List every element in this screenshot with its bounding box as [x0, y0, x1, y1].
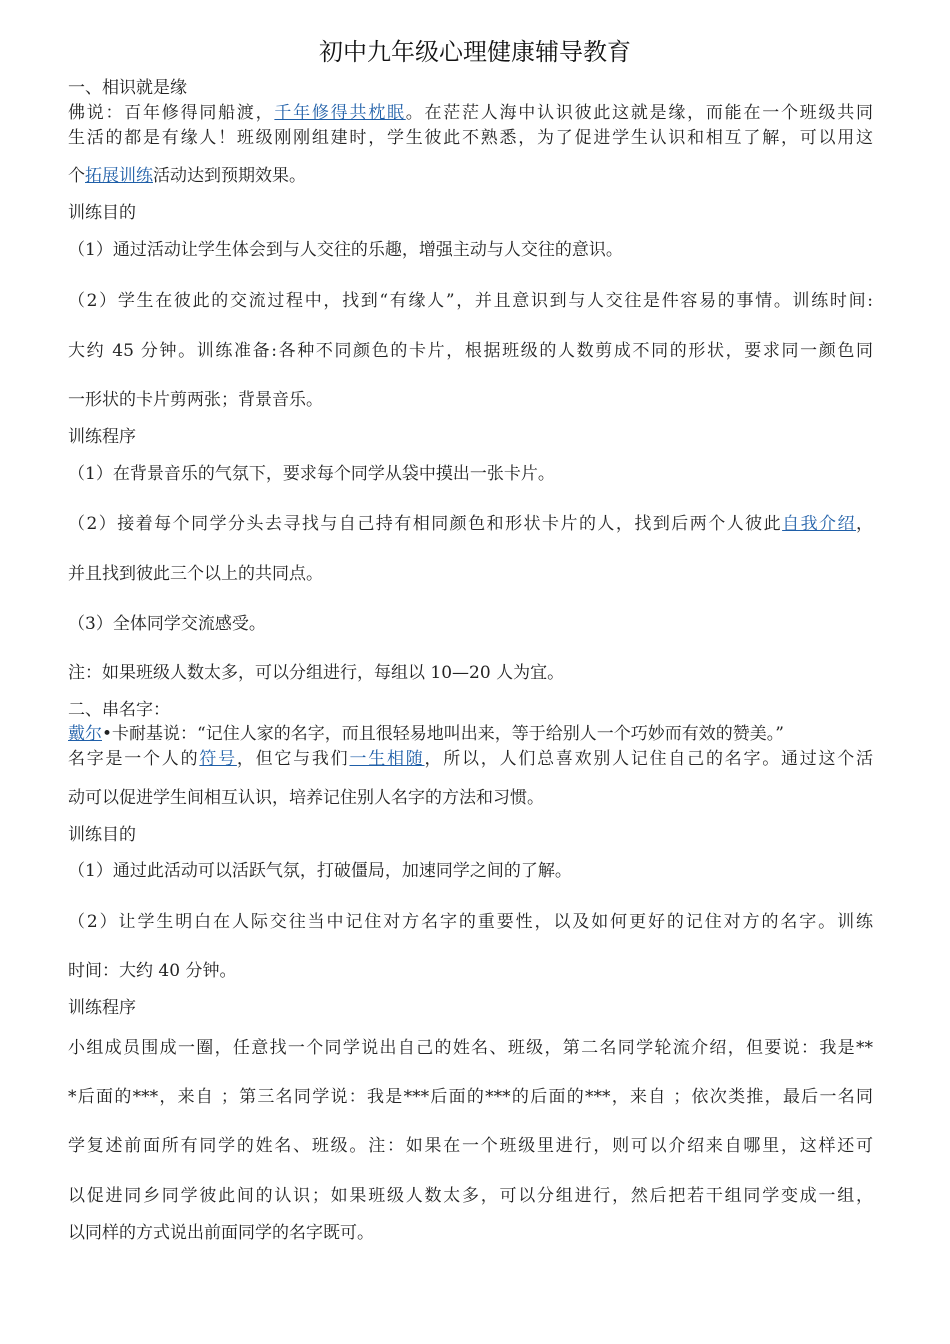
link-ziwo-jieshao[interactable]: 自我介绍: [782, 514, 856, 534]
section2-quote-line: 戴尔•卡耐基说：“记住人家的名字，而且很轻易地叫出来，等于给别人一个巧妙而有效的赞美。”: [68, 724, 784, 744]
link-daier[interactable]: 戴尔: [68, 724, 102, 744]
section2-heading: 二、串名字：: [68, 700, 170, 720]
section1-goal-heading: 训练目的: [68, 203, 136, 223]
section2-procedure-heading: 训练程序: [68, 998, 136, 1018]
section1-paragraph-line1: 佛说：百年修得同船渡，千年修得共枕眠。在茫茫人海中认识彼此这就是缘，而能在一个班级共同: [68, 103, 874, 123]
section1-paragraph-line3: 个拓展训练活动达到预期效果。: [68, 166, 306, 186]
section1-procedure-2-line2: 并且找到彼此三个以上的共同点。: [68, 564, 323, 584]
section1-goal-2-line3: 一形状的卡片剪两张；背景音乐。: [68, 390, 323, 410]
link-qiannian[interactable]: 千年修得共枕眠: [274, 103, 406, 123]
link-yisheng-xiangsui[interactable]: 一生相随: [349, 749, 425, 769]
section1-procedure-heading: 训练程序: [68, 427, 136, 447]
section2-procedure-line3: 学复述前面所有同学的姓名、班级。注：如果在一个班级里进行，则可以介绍来自哪里，这样还可: [68, 1136, 873, 1156]
document-title: 初中九年级心理健康辅导教育: [319, 38, 631, 66]
section2-paragraph-line1: 名字是一个人的符号，但它与我们一生相随，所以，人们总喜欢别人记住自己的名字。通过这个活: [68, 749, 874, 769]
section2-goal-heading: 训练目的: [68, 825, 136, 845]
link-tuozhan-xunlian[interactable]: 拓展训练: [85, 166, 153, 186]
section1-procedure-3: （3）全体同学交流感受。: [68, 614, 266, 634]
section1-heading: 一、相识就是缘: [68, 78, 187, 98]
section2-procedure-line1: 小组成员围成一圈，任意找一个同学说出自己的姓名、班级，第二名同学轮流介绍，但要说：我是**: [68, 1038, 873, 1058]
section1-procedure-1: （1）在背景音乐的气氛下，要求每个同学从袋中摸出一张卡片。: [68, 464, 555, 484]
section2-procedure-line2: *后面的***，来自 ；第三名同学说：我是***后面的***的后面的***，来自 ；依次类推，最后一名同: [68, 1087, 873, 1107]
link-fuhao[interactable]: 符号: [199, 749, 237, 769]
section2-goal-2-line2: 时间：大约 40 分钟。: [68, 961, 237, 981]
section2-goal-1: （1）通过此活动可以活跃气氛，打破僵局，加速同学之间的了解。: [68, 861, 572, 881]
section1-procedure-2-line1: （2）接着每个同学分头去寻找与自己持有相同颜色和形状卡片的人，找到后两个人彼此自我介绍，: [68, 514, 873, 534]
section1-paragraph-line2: 生活的都是有缘人！班级刚刚组建时，学生彼此不熟悉，为了促进学生认识和相互了解，可以用这: [68, 128, 873, 148]
section1-goal-2-line1: （2）学生在彼此的交流过程中，找到“有缘人”，并且意识到与人交往是件容易的事情。训练时间:: [68, 291, 873, 311]
section1-goal-1: （1）通过活动让学生体会到与人交往的乐趣，增强主动与人交往的意识。: [68, 240, 623, 260]
section2-paragraph-line2: 动可以促进学生间相互认识，培养记住别人名字的方法和习惯。: [68, 788, 544, 808]
section1-note: 注：如果班级人数太多，可以分组进行，每组以 10—20 人为宜。: [68, 663, 565, 683]
section2-procedure-line4: 以促进同乡同学彼此间的认识；如果班级人数太多，可以分组进行，然后把若干组同学变成一组，: [68, 1186, 873, 1206]
section1-goal-2-line2: 大约 45 分钟。训练准备:各种不同颜色的卡片，根据班级的人数剪成不同的形状，要求同一颜色同: [68, 341, 873, 361]
section2-procedure-line5: 以同样的方式说出前面同学的名字既可。: [68, 1223, 374, 1243]
section2-goal-2-line1: （2）让学生明白在人际交往当中记住对方名字的重要性，以及如何更好的记住对方的名字。训练: [68, 912, 873, 932]
